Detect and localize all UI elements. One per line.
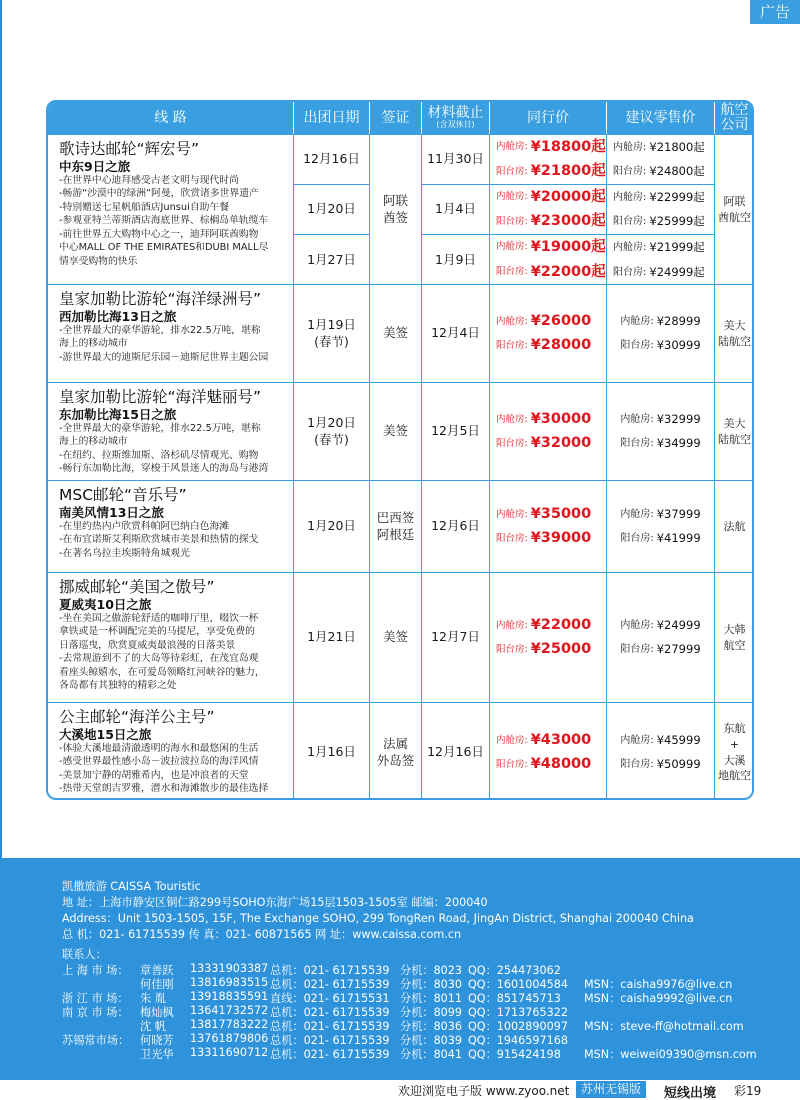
inner-label: 内舱房:	[496, 508, 528, 520]
price-line	[490, 503, 606, 527]
airline-cell: 东航 + 大溪 地航空	[718, 721, 751, 783]
inner-label: 内舱房:	[613, 191, 647, 203]
price-line	[607, 235, 714, 260]
route-highlight: -坐在美国之傲游轮舒适的咖啡厅里，啜饮一杯	[59, 612, 259, 624]
inner-label: 内舱房:	[620, 735, 654, 747]
retail-price-cell	[607, 135, 715, 284]
trade-inner-price: ¥30000	[530, 411, 592, 428]
balcony-label: 阳台房:	[496, 437, 528, 449]
company-name: 凯撒旅游 CAISSA Touristic	[62, 880, 201, 893]
route-highlight: -在世界中心迪拜感受古老文明与现代时尚	[59, 174, 239, 186]
trade-price-cell	[490, 481, 607, 572]
airline-cell: 大韩 航空	[723, 622, 746, 652]
route-highlight: -在布宜诺斯艾利斯欣赏城市美景和热情的探戈	[59, 534, 259, 546]
deadline-cell	[422, 135, 490, 284]
trip-subtitle: 东加勒比海15日之旅	[59, 406, 177, 422]
ad-tag: 广告	[750, 0, 800, 24]
date-cell: 1月21日	[294, 573, 370, 702]
contact-msn: MSN：caisha9992@live.cn	[584, 992, 733, 1005]
ship-name: 皇家加勒比游轮“海洋绿洲号”	[59, 290, 262, 308]
route-highlight: -热带天堂朗吉罗雅，潜水和海滩散步的最佳选择	[59, 783, 269, 795]
balcony-label: 阳台房:	[620, 759, 654, 771]
visa-cell: 法属 外岛签	[370, 703, 422, 800]
departure-date: 1月27日	[307, 251, 356, 267]
price-line	[490, 260, 606, 285]
inner-label: 内舱房:	[496, 241, 528, 253]
balcony-label: 阳台房:	[613, 166, 647, 178]
contact-mobile: 13817783222	[190, 1018, 269, 1031]
route-cell	[48, 285, 294, 382]
inner-label: 内舱房:	[620, 316, 654, 328]
contact-tel: 总机：021- 61715539	[270, 964, 390, 977]
balcony-label: 阳台房:	[496, 266, 528, 278]
route-highlight: -游世界最大的迪斯尼乐园－迪斯尼世界主题公园	[59, 351, 269, 363]
retail-balcony-price: ¥24800起	[649, 164, 705, 179]
contact-qq: QQ：1713765322	[468, 1006, 568, 1019]
contact-tel: 直线：021- 61715531	[270, 992, 390, 1005]
contact-msn: MSN：steve-ff@hotmail.com	[584, 1020, 744, 1033]
price-line	[490, 753, 606, 777]
visa-cell: 巴西签 阿根廷	[370, 481, 422, 572]
route-highlight: -特别赠送七星帆船酒店Junsui自助午餐	[59, 201, 230, 213]
airline-cell: 美大 陆航空	[718, 416, 751, 446]
deadline-cell: 12月16日	[422, 703, 490, 800]
inner-label: 内舱房:	[496, 619, 528, 631]
deadline-cell: 12月6日	[422, 481, 490, 572]
price-line	[490, 135, 606, 160]
retail-balcony-price: ¥25999起	[649, 214, 705, 229]
retail-price-cell	[607, 573, 715, 702]
header-visa: 签证	[370, 102, 422, 134]
date-cell: 1月19日 (春节)	[294, 285, 370, 382]
address-cn: 地 址：上海市静安区铜仁路299号SOHO东海广场15层1503-1505室 邮编：200040	[62, 896, 488, 909]
inner-label: 内舱房:	[496, 734, 528, 746]
contact-tel: 总机：021- 61715539	[270, 978, 390, 991]
price-line	[490, 160, 606, 185]
retail-balcony-price: ¥34999	[656, 436, 701, 451]
contact-name: 卫光华	[140, 1048, 174, 1061]
retail-inner-price: ¥21800起	[649, 139, 705, 154]
ship-name: MSC邮轮“音乐号”	[59, 486, 187, 504]
retail-balcony-price: ¥27999	[656, 642, 701, 657]
route-highlight: -感受世界最性感小岛－波拉波拉岛的海洋风情	[59, 756, 259, 768]
table-row	[48, 572, 752, 702]
price-line	[607, 310, 714, 334]
contact-market: 南 京 市 场：	[62, 1006, 129, 1019]
balcony-label: 阳台房:	[496, 339, 528, 351]
deadline-cell: 12月5日	[422, 383, 490, 480]
visa-cell: 美签	[370, 285, 422, 382]
contact-qq: QQ：1002890097	[468, 1020, 568, 1033]
contact-ext: 分机：8023	[400, 964, 463, 977]
contact-market: 苏锡常市场：	[62, 1034, 130, 1047]
contact-name: 沈 帆	[140, 1020, 166, 1033]
retail-price-cell	[607, 703, 715, 800]
section-name: 短线出境	[664, 1086, 717, 1100]
contact-mobile: 13641732572	[190, 1004, 269, 1017]
contact-name: 朱 胤	[140, 992, 166, 1005]
contact-ext: 分机：8036	[400, 1020, 463, 1033]
inner-label: 内舱房:	[613, 141, 647, 153]
table-row	[48, 134, 752, 284]
balcony-label: 阳台房:	[620, 533, 654, 545]
contact-qq: QQ：851745713	[468, 992, 561, 1005]
table-row	[48, 480, 752, 572]
route-highlight: 各岛都有其独特的精彩之处	[59, 680, 177, 692]
header-deadline	[422, 102, 490, 134]
trade-balcony-price: ¥22000起	[530, 263, 606, 280]
route-highlight: -畅行东加勒比海，穿梭于风景迷人的海岛与港湾	[59, 463, 269, 475]
retail-price-cell	[607, 285, 715, 382]
airline-cell: 法航	[723, 519, 746, 533]
retail-inner-price: ¥21999起	[649, 239, 705, 254]
departure-date: 12月16日	[294, 135, 369, 185]
retail-balcony-price: ¥24999起	[649, 264, 705, 279]
trade-balcony-price: ¥21800起	[530, 163, 606, 180]
contact-tel: 总机：021- 61715539	[270, 1020, 390, 1033]
contact-mobile: 13816983515	[190, 976, 269, 989]
trip-subtitle: 夏威夷10日之旅	[59, 596, 152, 612]
trade-inner-price: ¥26000	[530, 313, 592, 330]
trade-price-cell	[490, 285, 607, 382]
trade-inner-price: ¥22000	[530, 617, 592, 634]
price-line	[607, 503, 714, 527]
contact-ext: 分机：8041	[400, 1048, 463, 1061]
contact-qq: QQ：1946597168	[468, 1034, 568, 1047]
page-border	[0, 0, 2, 858]
balcony-label: 阳台房:	[620, 438, 654, 450]
balcony-label: 阳台房:	[613, 266, 647, 278]
inner-label: 内舱房:	[496, 191, 528, 203]
contact-qq: QQ：915424198	[468, 1048, 561, 1061]
contact-ext: 分机：8011	[400, 992, 463, 1005]
deadline-date: 11月30日	[422, 135, 489, 185]
balcony-label: 阳台房:	[620, 340, 654, 352]
route-highlight: 中心MALL OF THE EMIRATES和DUBI MALL尽	[59, 242, 269, 254]
header-date: 出团日期	[294, 102, 370, 134]
routes-table	[46, 100, 754, 800]
contacts-title: 联系人：	[62, 948, 107, 961]
route-highlight: -在著名乌拉圭埃斯特角城观光	[59, 547, 190, 559]
route-cell	[48, 383, 294, 480]
ship-name: 公主邮轮“海洋公主号”	[59, 708, 215, 726]
contact-name: 何晓芳	[140, 1034, 174, 1047]
route-highlight: 海上的移动城市	[59, 338, 128, 350]
balcony-label: 阳台房:	[496, 532, 528, 544]
header-airline-line2: 公司	[720, 117, 749, 133]
price-line	[490, 729, 606, 753]
table-row	[48, 702, 752, 800]
contact-msn: MSN：caisha9976@live.cn	[584, 978, 733, 991]
price-line	[490, 310, 606, 334]
departure-date: 1月20日	[294, 185, 369, 235]
date-cell: 1月16日	[294, 703, 370, 800]
address-en: Address：Unit 1503-1505, 15F, The Exchange SOHO, 299 TongRen Road, JingAn District, Shanghai 200040 China	[62, 912, 694, 925]
contact-tel: 总机：021- 61715539	[270, 1048, 390, 1061]
contact-mobile: 13918835591	[190, 990, 269, 1003]
trade-inner-price: ¥18800起	[530, 138, 606, 155]
contact-tel: 总机：021- 61715539	[270, 1006, 390, 1019]
retail-price-cell	[607, 481, 715, 572]
header-deadline-note: (含双休日)	[436, 120, 475, 130]
table-row	[48, 382, 752, 480]
date-cell	[294, 135, 370, 284]
contact-tel: 总机：021- 61715539	[270, 1034, 390, 1047]
contact-msn: MSN：weiwei09390@msn.com	[584, 1048, 757, 1061]
retail-balcony-price: ¥50999	[656, 757, 701, 772]
deadline-cell: 12月4日	[422, 285, 490, 382]
retail-inner-price: ¥28999	[656, 314, 701, 329]
footer-contact	[0, 858, 800, 1080]
price-line	[607, 729, 714, 753]
date-cell: 1月20日	[294, 481, 370, 572]
route-highlight: 看座头鲸嬉水，在可爱岛领略红河峡谷的魅力，	[59, 666, 265, 678]
price-line	[490, 527, 606, 551]
price-line	[607, 527, 714, 551]
retail-balcony-price: ¥41999	[656, 531, 701, 546]
contact-ext: 分机：8030	[400, 978, 463, 991]
inner-label: 内舱房:	[620, 414, 654, 426]
route-highlight: -参观亚特兰蒂斯酒店海底世界、棕榈岛单轨缆车	[59, 215, 269, 227]
price-line	[607, 638, 714, 662]
retail-balcony-price: ¥30999	[656, 338, 701, 353]
route-highlight: -全世界最大的豪华游轮，排水22.5万吨，堪称	[59, 422, 261, 434]
airline-cell: 美大 陆航空	[718, 318, 751, 348]
deadline-cell: 12月7日	[422, 573, 490, 702]
header-airline	[715, 102, 754, 134]
contact-ext: 分机：8099	[400, 1006, 463, 1019]
price-line	[607, 614, 714, 638]
header-route: 线 路	[48, 102, 294, 134]
inner-label: 内舱房:	[620, 509, 654, 521]
contact-name: 何佳刚	[140, 978, 174, 991]
route-highlight: 日落巡曳，欣赏夏威夷最浪漫的日落美景	[59, 639, 236, 651]
price-line	[490, 432, 606, 456]
visa-cell: 美签	[370, 383, 422, 480]
price-line	[607, 260, 714, 285]
trade-price-cell	[490, 703, 607, 800]
price-line	[490, 614, 606, 638]
airline-cell: 阿联 酋航空	[718, 194, 751, 224]
trade-inner-price: ¥43000	[530, 732, 592, 749]
trade-balcony-price: ¥39000	[530, 530, 592, 547]
contact-market: 上 海 市 场：	[62, 964, 129, 977]
retail-price-cell	[607, 383, 715, 480]
visa-cell: 美签	[370, 573, 422, 702]
price-line	[490, 408, 606, 432]
table-row	[48, 284, 752, 382]
price-line	[490, 334, 606, 358]
route-highlight: 情享受购物的快乐	[59, 255, 138, 267]
inner-label: 内舱房:	[620, 620, 654, 632]
page-number: 彩19	[734, 1084, 762, 1098]
route-highlight: 海上的移动城市	[59, 436, 128, 448]
balcony-label: 阳台房:	[496, 643, 528, 655]
contact-market: 浙 江 市 场：	[62, 992, 129, 1005]
bottom-bar	[0, 1080, 800, 1100]
edition-tag: 苏州无锡版	[576, 1081, 646, 1098]
route-highlight: -畅游“沙漠中的绿洲”阿曼，欣赏诸多世界遗产	[59, 188, 259, 200]
price-line	[607, 432, 714, 456]
route-cell	[48, 481, 294, 572]
trade-price-cell	[490, 573, 607, 702]
contact-mobile: 13311690712	[190, 1046, 269, 1059]
route-highlight: -体验大溪地最清澈透明的海水和最悠闲的生活	[59, 742, 259, 754]
trip-subtitle: 中东9日之旅	[59, 158, 131, 174]
inner-label: 内舱房:	[496, 413, 528, 425]
price-line	[607, 408, 714, 432]
price-line	[607, 185, 714, 210]
header-airline-line1: 航空	[720, 102, 749, 119]
contact-name: 章善跃	[140, 964, 174, 977]
balcony-label: 阳台房:	[613, 216, 647, 228]
phone-fax-website: 总 机：021- 61715539 传 真：021- 60871565 网 址：www.caissa.com.cn	[62, 928, 462, 941]
retail-inner-price: ¥45999	[656, 733, 701, 748]
price-line	[607, 753, 714, 777]
price-line	[490, 185, 606, 210]
trade-balcony-price: ¥23000起	[530, 213, 606, 230]
contact-qq: QQ：1601004584	[468, 978, 568, 991]
ship-name: 皇家加勒比游轮“海洋魅丽号”	[59, 388, 262, 406]
route-highlight: 拿铁或是一杯调配完美的马提尼，享受免费的	[59, 626, 255, 638]
balcony-label: 阳台房:	[496, 215, 528, 227]
balcony-label: 阳台房:	[620, 644, 654, 656]
trade-balcony-price: ¥48000	[530, 756, 592, 773]
trade-inner-price: ¥20000起	[530, 188, 606, 205]
price-line	[607, 334, 714, 358]
contact-mobile: 13761879806	[190, 1032, 269, 1045]
trade-balcony-price: ¥28000	[530, 337, 592, 354]
balcony-label: 阳台房:	[496, 165, 528, 177]
welcome-text: 欢迎浏览电子版 www.zyoo.net	[398, 1084, 570, 1098]
trade-inner-price: ¥35000	[530, 506, 592, 523]
price-line	[607, 135, 714, 160]
contact-qq: QQ：254473062	[468, 964, 561, 977]
route-cell	[48, 573, 294, 702]
deadline-date: 1月4日	[422, 185, 489, 235]
retail-inner-price: ¥24999	[656, 618, 701, 633]
trade-inner-price: ¥19000起	[530, 238, 606, 255]
trade-price-cell	[490, 383, 607, 480]
inner-label: 内舱房:	[613, 241, 647, 253]
header-deadline-label: 材料截止	[427, 105, 484, 122]
deadline-date: 1月9日	[435, 251, 476, 267]
route-highlight: -在里约热内卢欣赏科帕阿巴纳白色海滩	[59, 520, 230, 532]
trade-price-cell	[490, 135, 607, 284]
price-line	[607, 160, 714, 185]
retail-inner-price: ¥32999	[656, 412, 701, 427]
balcony-label: 阳台房:	[496, 758, 528, 770]
trip-subtitle: 南美风情13日之旅	[59, 504, 164, 520]
trip-subtitle: 西加勒比海13日之旅	[59, 308, 177, 324]
trade-balcony-price: ¥25000	[530, 641, 592, 658]
route-highlight: -在纽约、拉斯维加斯、洛杉矶尽情观光、购物	[59, 449, 259, 461]
trade-balcony-price: ¥32000	[530, 435, 592, 452]
inner-label: 内舱房:	[496, 141, 528, 153]
route-cell	[48, 703, 294, 800]
trip-subtitle: 大溪地15日之旅	[59, 726, 152, 742]
ship-name: 歌诗达邮轮“辉宏号”	[59, 140, 200, 158]
visa-cell: 阿联 酋签	[370, 135, 422, 284]
retail-inner-price: ¥37999	[656, 507, 701, 522]
price-line	[490, 235, 606, 260]
price-line	[490, 210, 606, 235]
route-highlight: -前往世界五大购物中心之一，迪拜阿联酋购物	[59, 228, 259, 240]
route-cell	[48, 135, 294, 284]
header-retail-price: 建议零售价	[607, 102, 715, 134]
retail-inner-price: ¥22999起	[649, 189, 705, 204]
ship-name: 挪威邮轮“美国之傲号”	[59, 578, 215, 596]
date-cell: 1月20日 (春节)	[294, 383, 370, 480]
price-line	[607, 210, 714, 235]
route-highlight: -去常规游到不了的大岛等待彩虹，在茂宜岛观	[59, 653, 259, 665]
table-header	[48, 102, 752, 134]
route-highlight: -全世界最大的豪华游轮，排水22.5万吨，堪称	[59, 324, 261, 336]
route-highlight: -美景加宁静的胡雅希内，也是冲浪者的天堂	[59, 769, 249, 781]
price-line	[490, 638, 606, 662]
inner-label: 内舱房:	[496, 315, 528, 327]
contact-ext: 分机：8039	[400, 1034, 463, 1047]
header-trade-price: 同行价	[490, 102, 607, 134]
contact-mobile: 13331903387	[190, 962, 269, 975]
contact-name: 梅灿枫	[140, 1006, 174, 1019]
